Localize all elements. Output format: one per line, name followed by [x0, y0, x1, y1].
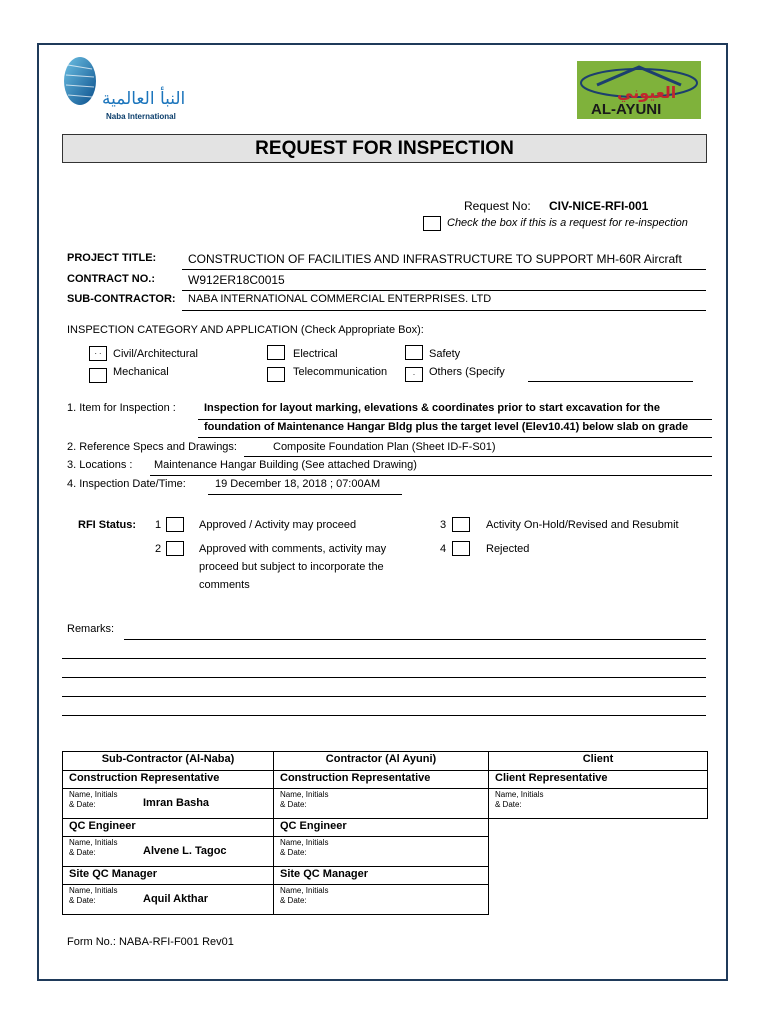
project-title-value: CONSTRUCTION OF FACILITIES AND INFRASTRUCTURE TO SUPPORT MH-60R Aircraft: [188, 252, 682, 266]
con-qc-engineer: QC Engineer: [274, 819, 489, 837]
others-checkbox[interactable]: .: [405, 367, 423, 382]
sub-qc-engineer: QC Engineer: [63, 819, 274, 837]
mechanical-checkbox[interactable]: [89, 368, 107, 383]
sub-contractor-value: NABA INTERNATIONAL COMMERCIAL ENTERPRISES. LTD: [188, 293, 492, 305]
sub-qc-sign[interactable]: Name, Initials & Date: Alvene L. Tagoc: [63, 837, 274, 867]
status2-text-line3: comments: [199, 579, 250, 591]
status2-number: 2: [155, 543, 162, 555]
item1-label: 1. Item for Inspection :: [67, 402, 176, 414]
status3-text: Activity On-Hold/Revised and Resubmit: [486, 519, 679, 531]
reinspection-text: Check the box if this is a request for re-inspection: [447, 217, 688, 229]
sub-construction-rep: Construction Representative: [63, 771, 274, 789]
remarks-line-3[interactable]: [62, 677, 706, 678]
electrical-label: Electrical: [293, 348, 338, 360]
item4-label: 4. Inspection Date/Time:: [67, 478, 186, 490]
project-title-label: PROJECT TITLE:: [67, 252, 157, 264]
ayuni-english-name: AL-AYUNI: [591, 101, 662, 118]
form-number: Form No.: NABA-RFI-F001 Rev01: [67, 936, 234, 948]
status3-checkbox[interactable]: [452, 517, 470, 532]
status2-text-line2: proceed but subject to incorporate the: [199, 561, 384, 573]
others-label: Others (Specify: [429, 366, 505, 378]
sub-qc-name: Alvene L. Tagoc: [143, 845, 227, 857]
sub-contractor-label: SUB-CONTRACTOR:: [67, 293, 176, 305]
item4-value: 19 December 18, 2018 ; 07:00AM: [215, 478, 381, 490]
status3-number: 3: [440, 519, 447, 531]
client-sign[interactable]: Name, Initials & Date:: [489, 789, 708, 819]
naba-english-name: Naba International: [106, 112, 176, 121]
civil-checkbox[interactable]: . .: [89, 346, 107, 361]
item2-label: 2. Reference Specs and Drawings:: [67, 441, 237, 453]
con-construction-sign[interactable]: Name, Initials & Date:: [274, 789, 489, 819]
item3-label: 3. Locations :: [67, 459, 133, 471]
status1-text: Approved / Activity may proceed: [199, 519, 357, 531]
naba-logo: [62, 55, 192, 125]
telecom-checkbox[interactable]: [267, 367, 285, 382]
contract-no-label: CONTRACT NO.:: [67, 273, 155, 285]
safety-label: Safety: [429, 348, 461, 360]
safety-checkbox[interactable]: [405, 345, 423, 360]
remarks-line-2[interactable]: [62, 658, 706, 659]
con-site-qc-sign[interactable]: Name, Initials & Date:: [274, 885, 489, 915]
request-no-value: CIV-NICE-RFI-001: [549, 199, 649, 213]
item1-line2: foundation of Maintenance Hangar Bldg plus the target level (Elev10.41) below slab on grade: [204, 421, 689, 433]
remarks-line-5[interactable]: [62, 715, 706, 716]
col-contractor-header: Contractor (Al Ayuni): [274, 752, 489, 771]
civil-label: Civil/Architectural: [113, 348, 198, 360]
remarks-label: Remarks:: [67, 623, 115, 635]
item3-value: Maintenance Hangar Building (See attached Drawing): [154, 459, 417, 471]
signature-table: [62, 751, 708, 915]
ayuni-logo: [577, 61, 701, 119]
sub-construction-sign[interactable]: Name, Initials & Date: Imran Basha: [63, 789, 274, 819]
status2-text-line1: Approved with comments, activity may: [199, 543, 387, 555]
col-client-header: Client: [489, 752, 708, 771]
form-title: REQUEST FOR INSPECTION: [62, 134, 707, 163]
ayuni-arabic-name: العيوني: [617, 83, 677, 102]
status4-number: 4: [440, 543, 447, 555]
con-site-qc-manager: Site QC Manager: [274, 867, 489, 885]
mechanical-label: Mechanical: [113, 366, 169, 378]
remarks-line-4[interactable]: [62, 696, 706, 697]
item1-line1: Inspection for layout marking, elevations & coordinates prior to start excavation for the: [204, 402, 660, 414]
client-rep: Client Representative: [489, 771, 708, 789]
others-specify-line[interactable]: [528, 381, 693, 382]
col-subcontractor-header: Sub-Contractor (Al-Naba): [63, 752, 274, 771]
status2-checkbox[interactable]: [166, 541, 184, 556]
sub-site-qc-name: Aquil Akthar: [143, 893, 208, 905]
contract-no-value: W912ER18C0015: [188, 273, 285, 287]
telecom-label: Telecommunication: [293, 366, 388, 378]
status1-checkbox[interactable]: [166, 517, 184, 532]
reinspection-checkbox[interactable]: [423, 216, 441, 231]
rfi-status-label: RFI Status:: [78, 519, 137, 531]
sub-site-qc-manager: Site QC Manager: [63, 867, 274, 885]
electrical-checkbox[interactable]: [267, 345, 285, 360]
status4-text: Rejected: [486, 543, 530, 555]
request-no-label: Request No:: [464, 199, 531, 213]
category-heading: INSPECTION CATEGORY AND APPLICATION (Check Appropriate Box):: [67, 324, 424, 336]
remarks-line-1[interactable]: [124, 639, 706, 640]
con-qc-sign[interactable]: Name, Initials & Date:: [274, 837, 489, 867]
naba-arabic-name: النبأ العالمية: [102, 89, 186, 109]
status1-number: 1: [155, 519, 162, 531]
item2-value: Composite Foundation Plan (Sheet ID-F-S01): [273, 441, 496, 453]
status4-checkbox[interactable]: [452, 541, 470, 556]
con-construction-rep: Construction Representative: [274, 771, 489, 789]
sub-construction-name: Imran Basha: [143, 797, 210, 809]
sub-site-qc-sign[interactable]: Name, Initials & Date: Aquil Akthar: [63, 885, 274, 915]
